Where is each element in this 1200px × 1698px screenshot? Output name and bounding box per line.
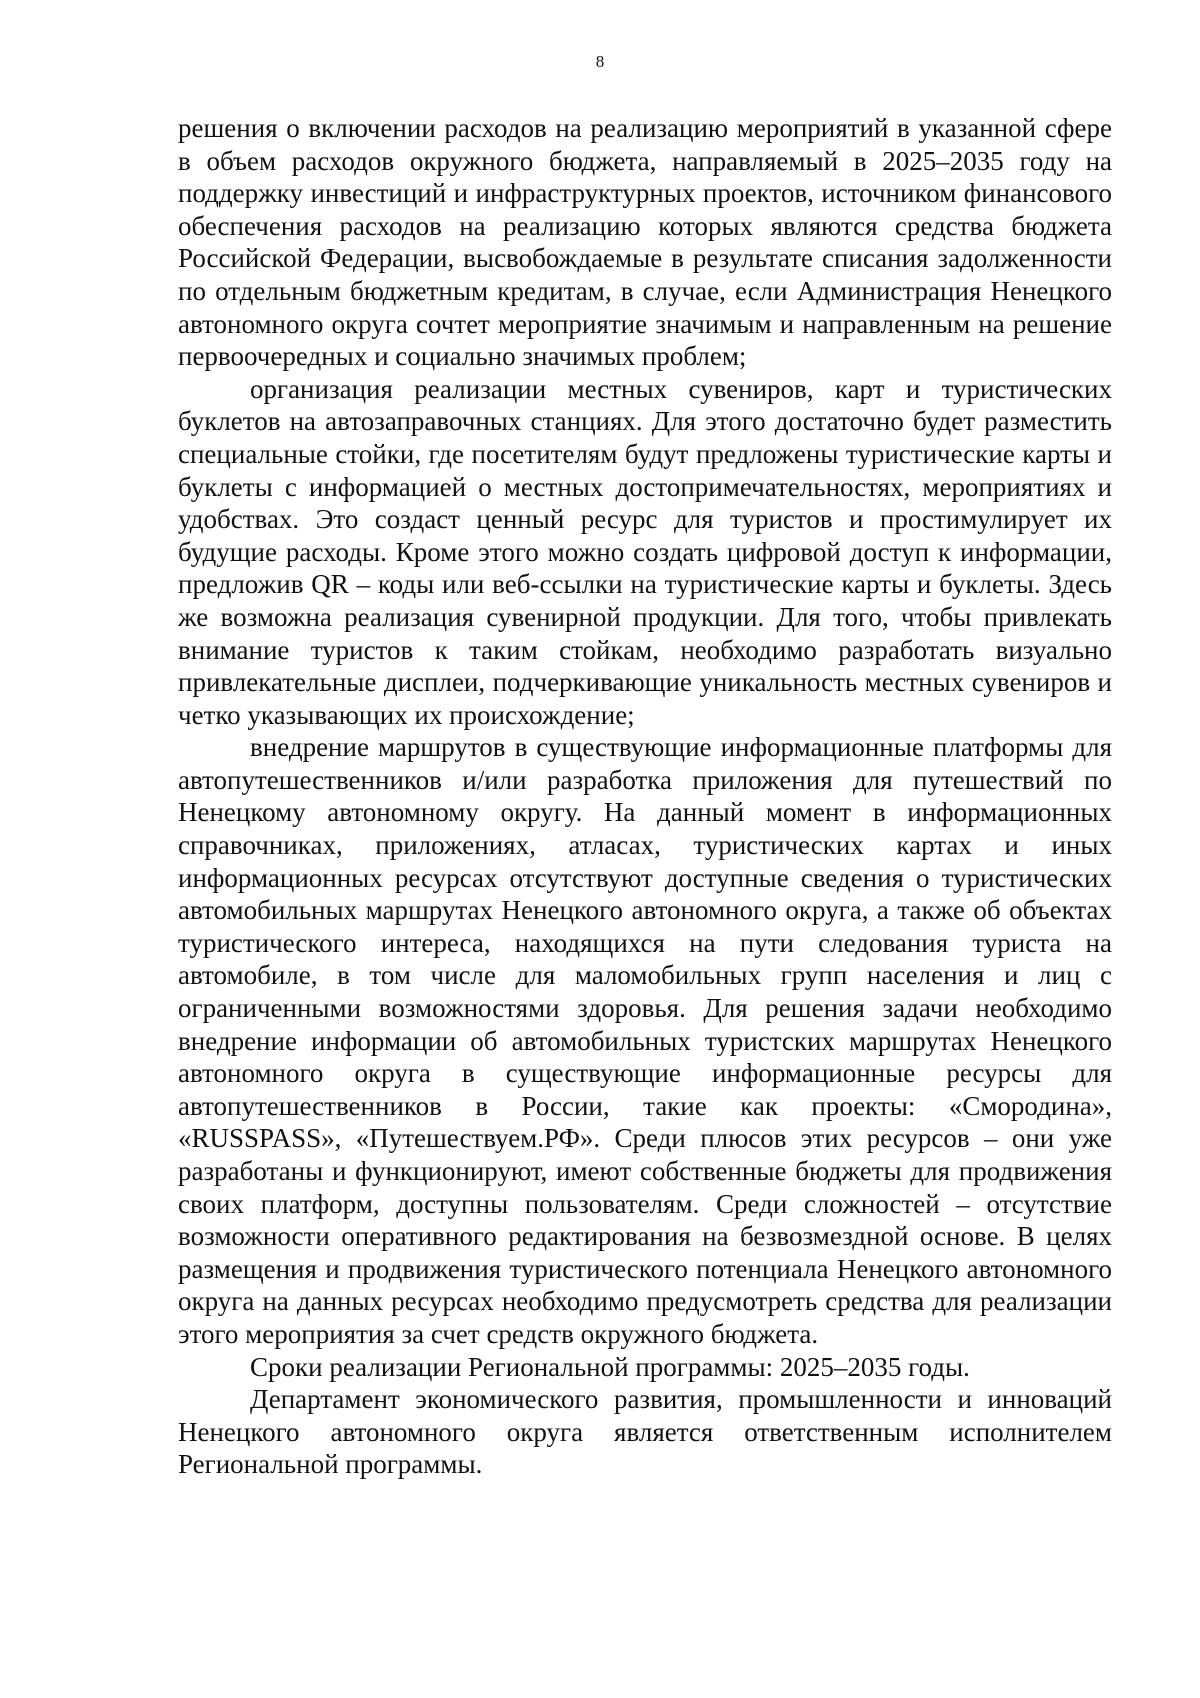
page-number: 8 — [595, 52, 605, 71]
paragraph-route-platforms: внедрение маршрутов в существующие информационные платформы для автопутешественников и/или разработка приложения для путешествий по Ненецкому автономному округу. На данный момент в информационных справочниках, приложениях, атласах, туристических картах и иных информационных ресурсах отсутствуют доступные сведения о туристических автомобильных маршрутах Ненецкого автономного округа, а также об объектах туристического интереса, находящихся на пути следования туриста на автомобиле, в том числе для маломобильных групп населения и лиц с ограниченными возможностями здоровья. Для решения задачи необходимо внедрение информации об автомобильных туристских маршрутах Ненецкого автономного округа в существующие информационные ресурсы для автопутешественников в России, такие как проекты: «Смородина», «RUSSPASS», «Путешествуем.РФ». Среди плюсов этих ресурсов – они уже разработаны и функционируют, имеют собственные бюджеты для продвижения своих платформ, доступны пользователям. Среди сложностей – отсутствие возможности оперативного редактирования на безвозмездной основе. В целях размещения и продвижения туристического потенциала Ненецкого автономного округа на данных ресурсах необходимо предусмотреть средства для реализации этого мероприятия за счет средств окружного бюджета. — [178, 732, 1112, 1349]
paragraph-souvenir-sales: организация реализации местных сувениров, карт и туристических буклетов на автозаправочных станциях. Для этого достаточно будет разместить специальные стойки, где посетителям будут предложены туристические карты и буклеты с информацией о местных достопримечательностях, мероприятиях и удобствах. Это создаст ценный ресурс для туристов и простимулирует их будущие расходы. Кроме этого можно создать цифровой доступ к информации, предложив QR – коды или веб-ссылки на туристические карты и буклеты. Здесь же возможна реализация сувенирной продукции. Для того, чтобы привлекать внимание туристов к таким стойкам, необходимо разработать визуально привлекательные дисплеи, подчеркивающие уникальность местных сувениров и четко указывающих их происхождение; — [178, 373, 1112, 730]
paragraph-responsible-executor: Департамент экономического развития, промышленности и инноваций Ненецкого автономного округа является ответственным исполнителем Региональной программы. — [178, 1384, 1112, 1480]
paragraph-program-timeline: Сроки реализации Региональной программы: 2025–2035 годы. — [250, 1351, 970, 1382]
document-body — [178, 112, 1112, 1481]
paragraph-budget-expenses-continuation: решения о включении расходов на реализацию мероприятий в указанной сфере в объем расходов окружного бюджета, направляемый в 2025–2035 году на поддержку инвестиций и инфраструктурных проектов, источником финансового обеспечения расходов на реализацию которых являются средства бюджета Российской Федерации, высвобождаемые в результате списания задолженности по отдельным бюджетным кредитам, в случае, если Администрация Ненецкого автономного округа сочтет мероприятие значимым и направленным на решение первоочередных и социально значимых проблем; — [178, 113, 1112, 372]
